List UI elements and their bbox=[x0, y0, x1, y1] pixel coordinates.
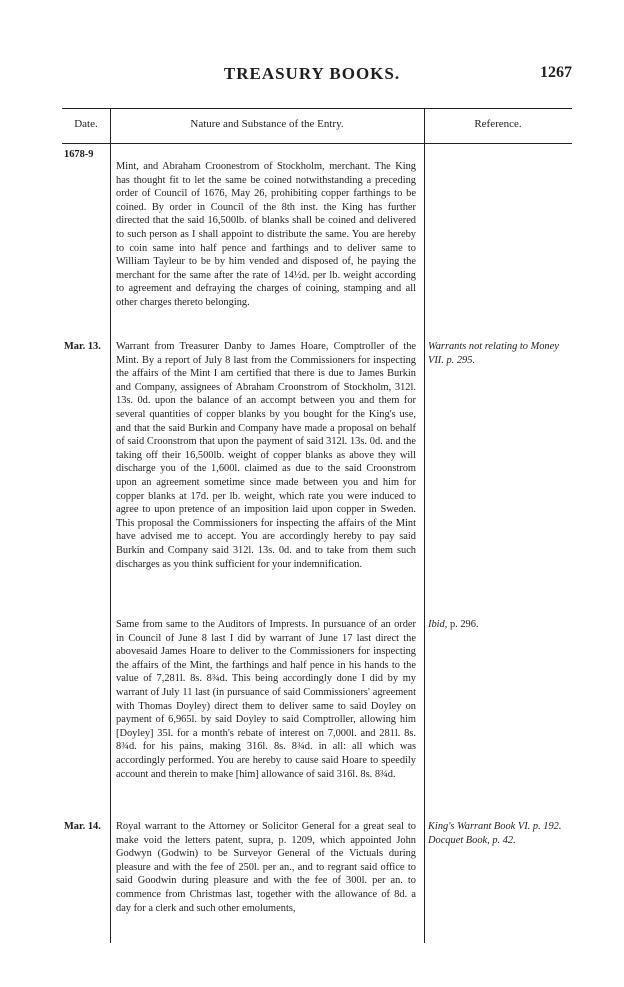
column-heading-reference: Reference. bbox=[474, 118, 522, 130]
page-number: 1267 bbox=[540, 64, 572, 81]
entry-reference: King's Warrant Book VI. p. 192. Docquet Book, p. 42. bbox=[428, 821, 562, 846]
column-heading-nature: Nature and Substance of the Entry. bbox=[190, 118, 344, 130]
entry-reference: Warrants not relating to Money VII. p. 295. bbox=[428, 341, 559, 366]
column-divider-right bbox=[424, 108, 425, 943]
running-title: TREASURY BOOKS. bbox=[223, 64, 401, 83]
entry-reference-italic: Ibid bbox=[428, 619, 445, 630]
entry-text: Mint, and Abraham Croonestrom of Stockholm, merchant. The King has thought fit to let the same be coined notwithstanding a preceding order of Council of 1676, May 26, prohibiting copper farthings to be coined. By order in Council of the 8th inst. the King has further directed that the said 16,500lb. of blanks shall be coined and delivered to such person as I shall appoint to distribute the same. You are hereby to coin same into half pence and farthings and to deliver same to William Tayleur to be by him vended and disposed of, he paying the merchant for the same after the rate of 14½d. per lb. weight according to agreement and defraying the charges of coining, stamping and all other charges thereto belonging. bbox=[116, 161, 416, 308]
entry-reference-plain: , p. 296. bbox=[444, 619, 479, 630]
column-heading-date: Date. bbox=[74, 118, 98, 130]
entry-date: 1678-9 bbox=[64, 149, 94, 160]
table-header-rule bbox=[62, 143, 572, 144]
entry-date: Mar. 14. bbox=[64, 821, 101, 832]
table-top-rule bbox=[62, 108, 572, 109]
entry-reference bbox=[428, 618, 572, 632]
entry-date: Mar. 13. bbox=[64, 341, 101, 352]
entry-text: Royal warrant to the Attorney or Solicitor General for a great seal to make void the letters patent, supra, p. 1209, which appointed John Godwyn (Godwin) to be Surveyor General of the Victuals during pleasure and with the fee of 250l. per an., and to regrant said office to said Goodwin during pleasure and with the fee of 300l. per an. to commence from Christmas last, together with the allowance of 8d. a day for a clerk and such other emoluments, bbox=[116, 821, 416, 914]
entry-text: Warrant from Treasurer Danby to James Hoare, Comptroller of the Mint. By a report of July 8 last from the Commissioners for inspecting the affairs of the Mint I am certified that there is due to James Burkin and Company, assignees of Abraham Croonstrom of Stockholm, 312l. 13s. 0d. upon the balance of an accompt between you and them for several quantities of copper blanks by you bought for the King's use, and that the said Burkin and Company have made a proposal on behalf of said Croonstrom that upon the payment of said 312l. 13s. 0d. and the taking off their 16,500lb. weight of copper blanks as above they will discharge you of the 1,600l. claimed as due to the said Croonstrom upon an agreement sometime since made between you and him for copper blanks at 17d. per lb. weight, which rate you were induced to agree to upon pretence of an imposition laid upon copper in Sweden. This proposal the Commissioners for inspecting the affairs of the Mint have advised me to accept. You are accordingly hereby to pay said Burkin and Company said 312l. 13s. 0d. and to take from them such discharges as you think sufficient for your indemnification. bbox=[116, 341, 416, 570]
column-divider-left bbox=[110, 108, 111, 943]
running-head bbox=[0, 64, 624, 100]
entry-text: Same from same to the Auditors of Imprests. In pursuance of an order in Council of June 8 last I did by warrant of June 17 last direct the abovesaid James Hoare to deliver to the Commissioners for inspecting the affairs of the Mint, the farthings and half pence in his hands to the value of 7,281l. 8s. 8¾d. This being accordingly done I did by my warrant of July 11 last (in pursuance of said Commissioners' agreement with Thomas Doyley) direct them to deliver same to said Doyley on payment of 6,965l. by said Doyley to said Comptroller, allowing him [Doyley] 35l. for a month's rebate of interest on 7,000l. and 281l. 8s. 8¾d. for his pains, making 316l. 8s. 8¾d. in all: all which was accordingly performed. You are hereby to cause said Hoare to speedily account and therein to make [him] allowance of said 316l. 8s. 8¾d. bbox=[116, 619, 416, 780]
